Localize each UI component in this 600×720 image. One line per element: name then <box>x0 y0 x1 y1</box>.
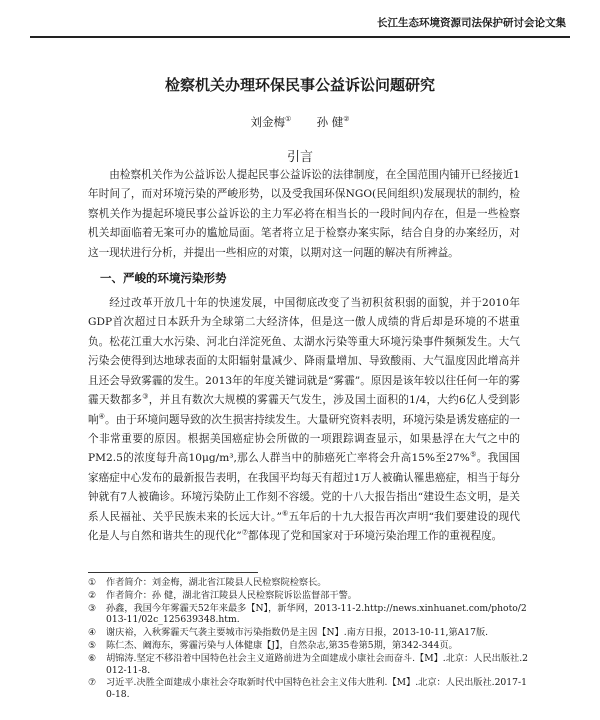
footnote-item <box>88 577 528 589</box>
footnote-item <box>88 603 528 627</box>
intro-paragraph: 由检察机关作为公益诉讼人提起民事公益诉讼的法律制度，在全国范围内铺开已经接近1年时间了，而对环境污染的严峻形势，以及受我国环保NGO(民间组织)发展现状的制约，检察机关作为提起环境民事公益诉讼的主力军必将在相当长的一段时间内存在，但是一些检察机关却面临着无案可办的尴尬局面。笔者将立足于检察办案实际，结合自身的办案经历，对这一现状进行分析，并提出一些相应的对策，以期对这一问题的解决有所裨益。 <box>88 169 520 259</box>
footnote-text: 孙鑫，我国今年雾霾天52年来最多【N】，新华网，2013-11-2.http://news.xinhuanet.com/photo/2013-11/02c_125639348.htm. <box>106 602 527 626</box>
author-footnote-mark: ② <box>343 115 350 124</box>
author-name: 刘金梅 <box>250 115 285 129</box>
footnote-text: 谢庆裕，入秋雾霾天气袭主要城市污染指数仍是主因【N】.南方日报，2013-10-11,第A17版. <box>106 627 489 639</box>
running-header <box>30 14 570 38</box>
footnote-item <box>88 640 528 652</box>
footnote-text: 作者简介：刘金梅，湖北省江陵县人民检察院检察长。 <box>106 577 327 588</box>
paragraph-text: 都体现了党和国家对于环境污染治理工作的重视程度。 <box>248 530 503 543</box>
footnote-ref: ④ <box>98 412 105 421</box>
footnote-item <box>88 653 528 677</box>
footnote-mark: ④ <box>88 627 97 639</box>
footnote-item <box>88 590 528 602</box>
author-name: 孙 健 <box>316 115 344 129</box>
paragraph-text: 。由于环境问题导致的次生损害持续发生。大量研究资料表明，环境污染是诱发癌症的一个非常重要的原因。根据美国癌症协会所做的一项跟踪调查显示，如果悬浮在大气之中的PM2.5的浓度每升高10μg/m³,那么人群当中的肺癌死亡率将会升高15%至27% <box>88 413 521 465</box>
footnote-mark: ③ <box>88 602 97 614</box>
footnote-divider <box>88 572 258 573</box>
footnote-text: 陈仁杰、阚海东，雾霾污染与人体健康【J】，自然杂志,第35卷第5期，第342-344页。 <box>106 639 458 651</box>
footnote-mark: ⑦ <box>88 677 97 689</box>
heading-environment-situation: 一、严峻的环境污染形势 <box>100 271 227 285</box>
paragraph-text: 。我国国家癌症中心发布的最新报告表明，在我国平均每天有超过1万人被确认罹患癌症，相当于每分钟就有7人被确诊。环境污染防止工作刻不容缓。党的十八大报告指出“建设生态文明，是关系人民福祉、关乎民族未来的长远大计。” <box>88 452 521 523</box>
footnote-ref: ⑥ <box>281 509 289 518</box>
section-heading-intro: 引言 <box>286 150 313 165</box>
footnote-mark: ⑤ <box>88 639 97 651</box>
footnote-item <box>88 627 528 639</box>
author-line <box>0 114 600 130</box>
footnote-ref: ⑦ <box>241 528 249 537</box>
author-footnote-mark: ① <box>284 115 292 124</box>
paragraph-text: 松花江重大水污染、河北白洋淀死鱼、太湖水污染等重大环境污染事件频频发生。大气污染会使得到达地球表面的太阳辐射量减少、降雨量增加、导致酸雨、大气温度因此增高并且还会导致雾霾的发生。2013年的年度关键词就是“雾霾”。原因是该年较以往任何一年的雾霾天数都多 <box>88 336 520 407</box>
footnote-text: 习近平.决胜全面建成小康社会夺取新时代中国特色社会主义伟大胜利.【M】.北京：人民出版社.2017-10-18. <box>106 677 527 701</box>
footnote-text: 胡锦涛.坚定不移沿着中国特色社会主义道路前进为全面建成小康社会而奋斗.【M】.北京：人民出版社.2012-11-8. <box>106 652 528 676</box>
footnote-ref: ③ <box>142 392 149 401</box>
paragraph-text: ，并且有数次大规模的雾霾天气发生，涉及国土面积的1/4，大约6亿人受到影响 <box>88 394 520 426</box>
footnote-text: 作者简介：孙 健，湖北省江陵县人民检察院诉讼监督部干警。 <box>106 589 357 601</box>
body-paragraph-1: 经过改革开放几十年的快速发展，中国彻底改变了当初积贫积弱的面貌，并于2010年GDP首次超过日本跃升为全球第二大经济体，但是这一傲人成绩的背后却是环境的不堪重负。 <box>88 297 520 348</box>
footnote-item <box>88 677 528 701</box>
paragraph-text: 五年后的十九大报告再次声明“我们要建设的现代化是人与自然和谐共生的现代化” <box>88 510 520 543</box>
footnote-mark: ② <box>88 589 97 601</box>
footnotes <box>88 577 528 702</box>
footnote-mark: ① <box>88 577 97 588</box>
footnote-mark: ⑥ <box>88 652 97 664</box>
paper-title: 检察机关办理环保民事公益诉讼问题研究 <box>164 76 435 94</box>
footnote-ref: ⑤ <box>469 450 477 459</box>
running-title: 长江生态环境资源司法保护研讨会论文集 <box>377 17 566 29</box>
body-paragraph-2 <box>88 333 520 546</box>
